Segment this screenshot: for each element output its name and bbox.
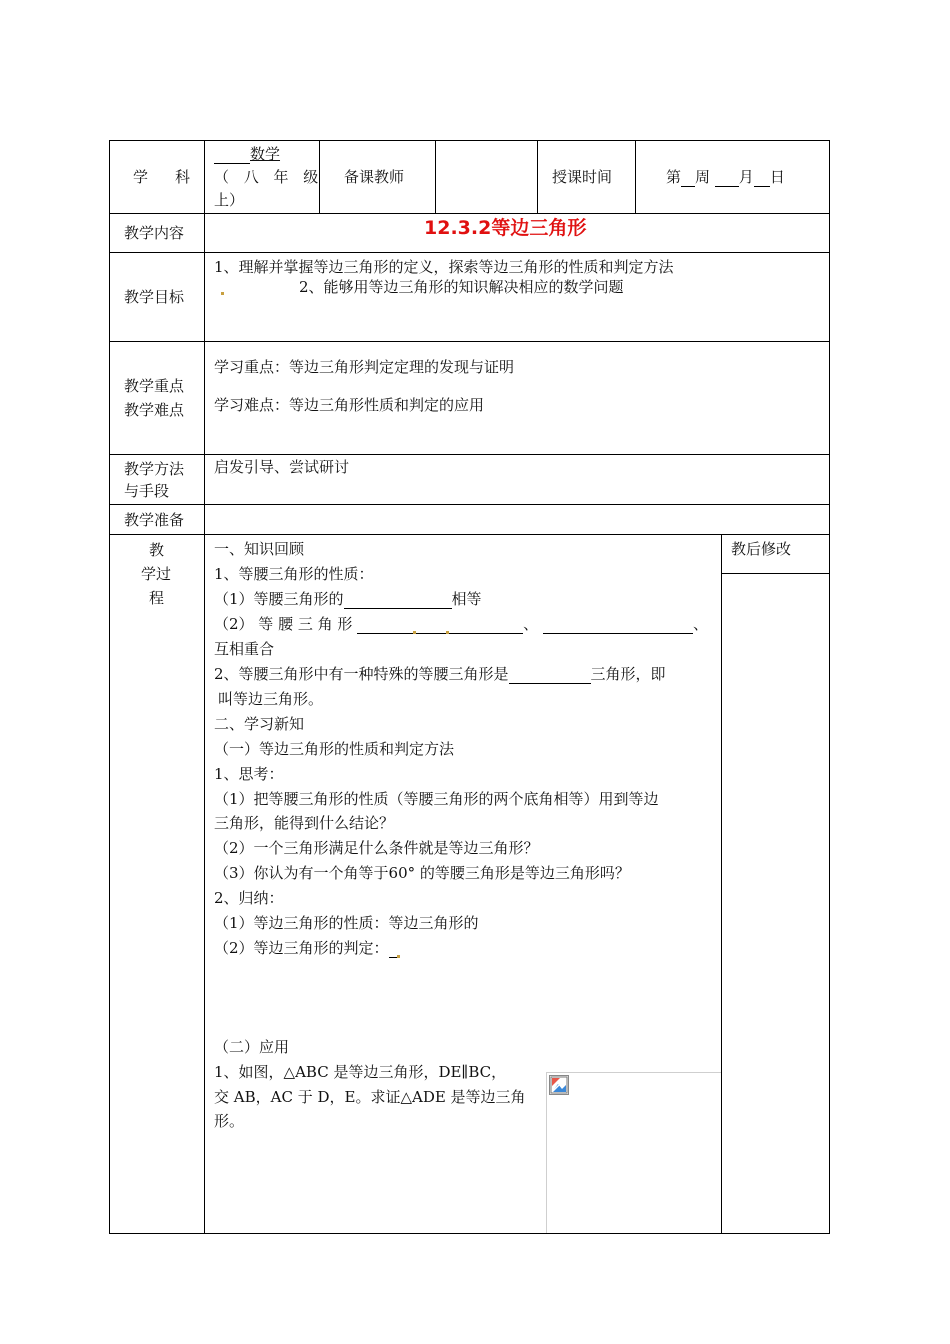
difficult-point: 学习难点：等边三角形性质和判定的应用 xyxy=(214,396,485,414)
speck xyxy=(221,292,224,295)
question-2 xyxy=(214,664,666,684)
subsection-properties: （一）等边三角形的性质和判定方法 xyxy=(214,740,455,758)
summary-criterion xyxy=(214,938,400,958)
goal-2: 2、能够用等边三角形的知识解决相应的数学问题 xyxy=(299,278,624,296)
answer-blank[interactable] xyxy=(416,617,446,634)
content-label: 教学内容 xyxy=(124,224,185,242)
table-border-right xyxy=(829,140,830,1234)
table-border-top xyxy=(109,140,830,141)
process-label-2: 学过 xyxy=(141,565,172,583)
table-divider xyxy=(109,341,830,342)
difficult-label: 教学难点 xyxy=(124,401,185,419)
goals-label: 教学目标 xyxy=(124,288,185,306)
answer-blank[interactable] xyxy=(357,617,413,634)
figure-placeholder xyxy=(546,1072,721,1233)
question-2-end: 三角形，即 xyxy=(590,665,666,683)
goal-1: 1、理解并掌握等边三角形的定义，探索等边三角形的性质和判定方法 xyxy=(214,258,674,276)
subject-blank xyxy=(214,147,250,164)
method-value: 启发引导、尝试研讨 xyxy=(214,458,350,476)
think-q3: （3）你认为有一个角等于60° 的等腰三角形是等边三角形吗？ xyxy=(214,864,630,882)
table-divider xyxy=(109,213,830,214)
header-divider xyxy=(635,140,636,214)
process-label-3: 程 xyxy=(149,589,165,607)
answer-blank[interactable] xyxy=(449,617,523,634)
think-q1-cont: 三角形，能得到什么结论？ xyxy=(214,814,395,832)
separator: 、 xyxy=(692,615,708,633)
answer-blank[interactable] xyxy=(389,941,397,958)
table-divider xyxy=(109,454,830,455)
speck xyxy=(397,955,400,958)
exercise-1-line-2: 交 AB，AC 于 D，E。求证△ADE 是等边三角 xyxy=(214,1088,526,1106)
think-q2: （2）一个三角形满足什么条件就是等边三角形？ xyxy=(214,839,539,857)
revision-label: 教后修改 xyxy=(731,540,792,558)
question-1a-end: 相等 xyxy=(451,590,482,608)
summary-property: （1）等边三角形的性质：等边三角形的 xyxy=(214,914,479,932)
header-divider xyxy=(537,140,538,214)
question-2-cont: 叫等边三角形。 xyxy=(218,690,324,708)
subject-value xyxy=(214,144,280,164)
process-label-1: 教 xyxy=(149,541,165,559)
revision-column-divider xyxy=(721,534,722,1234)
table-divider xyxy=(109,252,830,253)
answer-blank[interactable] xyxy=(344,592,452,609)
method-label-cont: 与手段 xyxy=(124,482,170,500)
teacher-label: 备课教师 xyxy=(344,168,405,186)
question-2-text: 2、等腰三角形中有一种特殊的等腰三角形是 xyxy=(214,665,509,683)
time-value: 第 周 月 日 xyxy=(666,168,785,186)
month-blank xyxy=(715,170,739,187)
answer-blank[interactable] xyxy=(543,617,693,634)
item-think: 1、思考： xyxy=(214,765,284,783)
lesson-title: 12.3.2等边三角形 xyxy=(424,217,587,239)
key-label: 教学重点 xyxy=(124,377,185,395)
exercise-1-line-1: 1、如图，△ABC 是等边三角形，DE∥BC， xyxy=(214,1063,507,1081)
week-blank xyxy=(681,170,695,187)
exercise-1-line-3: 形。 xyxy=(214,1112,245,1130)
question-1a-text: （1）等腰三角形的 xyxy=(214,590,344,608)
question-1b-cont: 互相重合 xyxy=(214,640,275,658)
summary-criterion-text: （2）等边三角形的判定： xyxy=(214,939,389,957)
day-blank xyxy=(754,170,770,187)
question-1a xyxy=(214,589,482,609)
subject-name: 数学 xyxy=(250,145,281,163)
think-q1: （1）把等腰三角形的性质（等腰三角形的两个底角相等）用到等边 xyxy=(214,790,659,808)
subsection-application: （二）应用 xyxy=(214,1038,290,1056)
table-divider xyxy=(109,504,830,505)
section-review: 一、知识回顾 xyxy=(214,540,305,558)
item-isosceles-properties: 1、等腰三角形的性质： xyxy=(214,565,374,583)
key-point: 学习重点：等边三角形判定定理的发现与证明 xyxy=(214,358,515,376)
label-column-divider xyxy=(204,140,205,1234)
subject-grade-cont: 上） xyxy=(214,191,245,209)
subject-label: 学 科 xyxy=(133,168,197,186)
question-1b xyxy=(214,614,708,634)
subject-grade: （ 八 年 级 xyxy=(214,168,324,186)
section-new-knowledge: 二、学习新知 xyxy=(214,715,305,733)
separator: 、 xyxy=(523,615,539,633)
revision-divider xyxy=(721,573,830,574)
method-label: 教学方法 xyxy=(124,460,185,478)
question-1b-text: （2） 等 腰 三 角 形 xyxy=(214,615,353,633)
prep-label: 教学准备 xyxy=(124,511,185,529)
broken-image-icon xyxy=(549,1075,569,1095)
table-border-left xyxy=(109,140,110,1234)
item-summary: 2、归纳： xyxy=(214,889,284,907)
time-label: 授课时间 xyxy=(552,168,613,186)
header-divider xyxy=(435,140,436,214)
answer-blank[interactable] xyxy=(509,667,591,684)
